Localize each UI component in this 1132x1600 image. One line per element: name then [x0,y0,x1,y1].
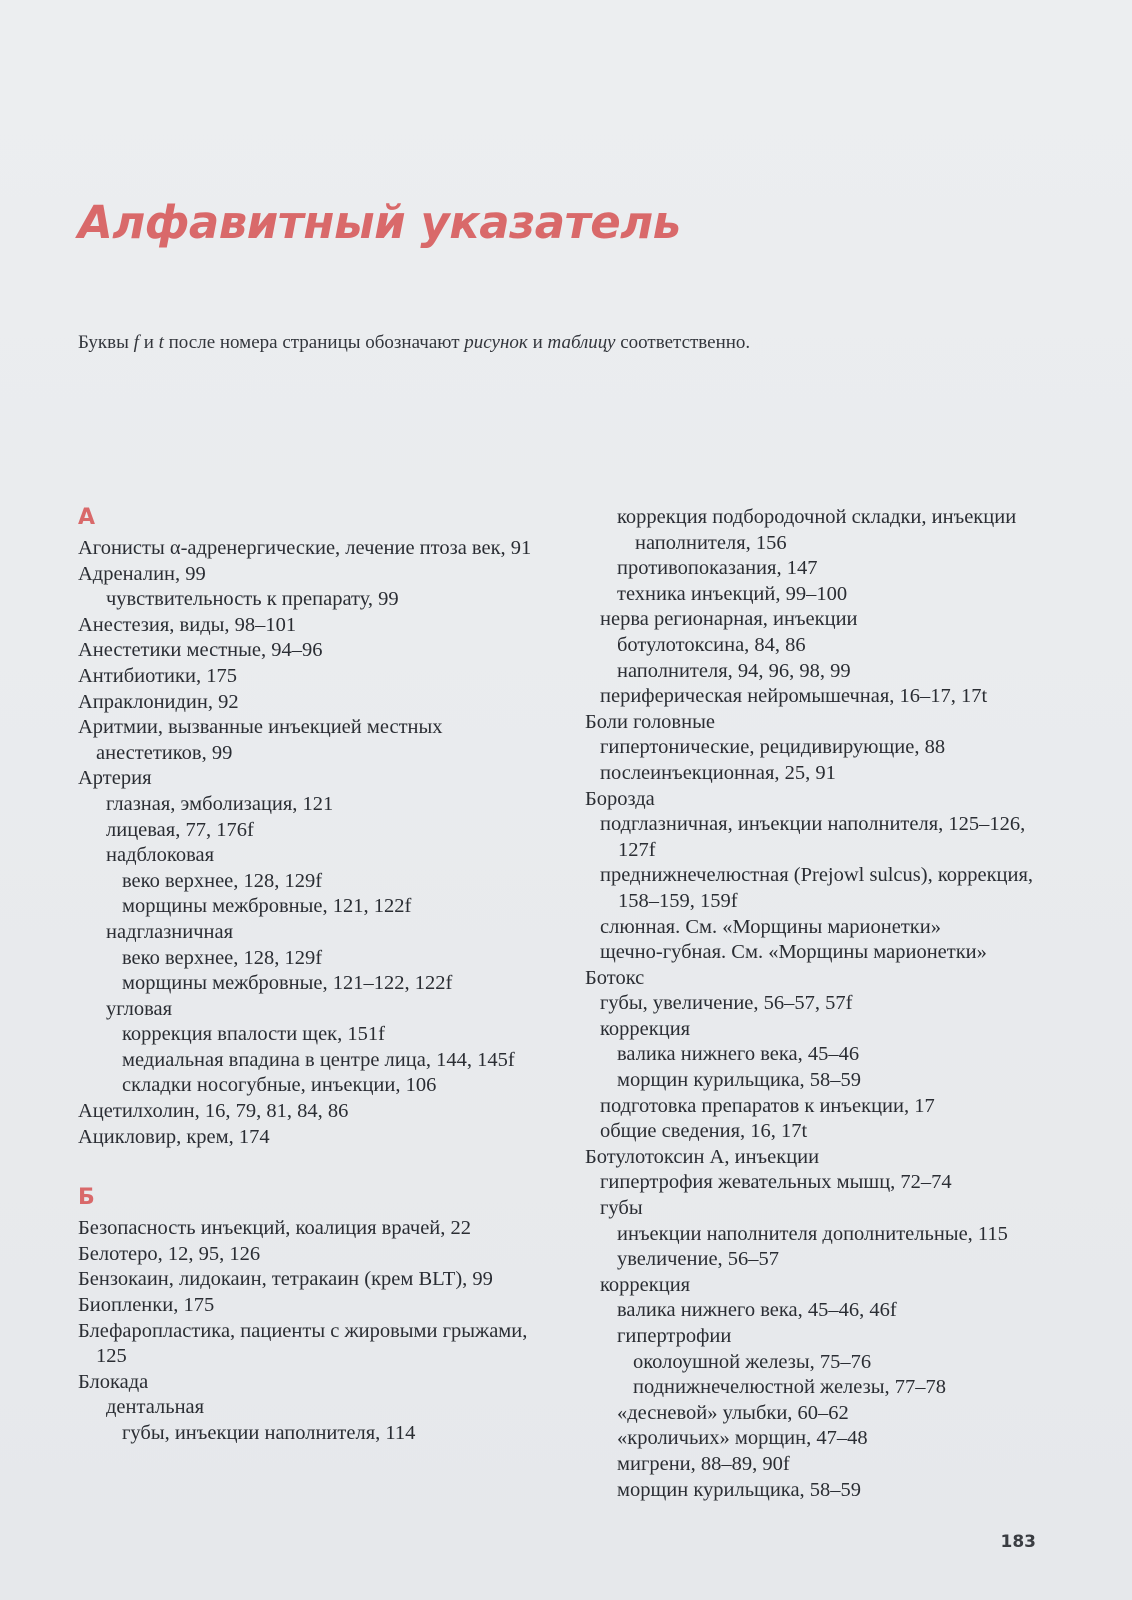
index-subentry: морщины межбровные, 121, 122f [122,895,412,918]
index-subentry: морщин курильщика, 58–59 [617,1478,862,1501]
index-subentry: периферическая нейромышечная, 16–17, 17t [600,685,988,708]
index-subentry: глазная, эмболизация, 121 [106,792,334,815]
index-subentry: увеличение, 56–57 [617,1248,780,1271]
section-letter: А [78,505,96,530]
note-text: Буквы [78,332,134,353]
index-entry: Ботулотоксин А, инъекции [585,1145,820,1168]
index-entry: Антибиотики, 175 [78,664,237,687]
index-subentry: послеинъекционная, 25, 91 [600,761,836,784]
index-entry: Блокада [78,1370,149,1393]
index-subentry: валика нижнего века, 45–46 [617,1043,860,1066]
index-subentry: преднижнечелюстная (Prejowl sulcus), коррекция, 158–159, 159f [600,864,1034,912]
index-subentry: «кроличьих» морщин, 47–48 [617,1427,868,1450]
index-entry: Аритмии, вызванные инъекцией местных анестетиков, 99 [78,716,443,764]
index-subentry: щечно-губная. См. «Морщины марионетки» [600,941,987,964]
index-subentry: складки носогубные, инъекции, 106 [122,1074,437,1097]
index-subentry: гипертрофия жевательных мышц, 72–74 [600,1171,952,1194]
index-subentry: противопоказания, 147 [617,557,818,580]
index-subentry: слюнная. См. «Морщины марионетки» [600,915,941,938]
note-text: и [138,332,159,353]
index-entry: Анестетики местные, 94–96 [78,639,323,662]
index-entry: Анестезия, виды, 98–101 [78,613,297,636]
index-column-left [78,500,558,1447]
section-letter: Б [78,1185,95,1211]
index-subentry: ботулотоксина, 84, 86 [617,633,806,656]
index-subentry: гипертрофии [617,1325,732,1347]
index-subentry: коррекция подбородочной складки, инъекции наполнителя, 156 [617,506,1017,554]
index-note [78,332,750,354]
index-subentry: коррекция [600,1017,691,1040]
note-text: соответственно. [615,332,751,353]
index-subentry: коррекция [600,1273,691,1296]
note-table-word: таблицу [547,332,616,353]
index-entry: Белотеро, 12, 95, 126 [78,1242,261,1265]
index-subentry: коррекция впалости щек, 151f [122,1023,385,1046]
index-subentry: угловая [106,997,173,1020]
index-entry: Агонисты α-адренергические, лечение птоза век, 91 [78,537,532,559]
index-subentry: нерва регионарная, инъекции [600,608,858,631]
index-subentry: мигрени, 88–89, 90f [617,1452,790,1475]
index-entry: Апраклонидин, 92 [78,690,239,713]
index-column-right [585,505,1035,1503]
index-subentry: наполнителя, 94, 96, 98, 99 [617,659,851,682]
index-subentry: надглазничная [106,920,234,943]
page-number: 183 [1000,1532,1036,1552]
index-subentry: гипертонические, рецидивирующие, 88 [600,736,946,759]
index-entry: Ацикловир, крем, 174 [78,1125,270,1148]
index-entry: Артерия [78,767,152,790]
index-subentry: надблоковая [106,844,215,867]
index-entry: Боли головные [585,710,715,733]
index-subentry: техника инъекций, 99–100 [617,582,848,605]
index-subentry: околоушной железы, 75–76 [633,1350,872,1373]
index-entry: Безопасность инъекций, коалиция врачей, 22 [78,1217,472,1240]
index-subentry: губы [600,1197,643,1220]
index-subentry: чувствительность к препарату, 99 [106,588,399,611]
index-entry: Ботокс [585,966,645,989]
index-entry: Борозда [585,787,655,810]
page-title: Алфавитный указатель [78,196,681,249]
index-entry: Биопленки, 175 [78,1294,215,1317]
index-subentry: веко верхнее, 128, 129f [122,946,323,969]
index-subentry: валика нижнего века, 45–46, 46f [617,1299,897,1322]
index-entry: Адреналин, 99 [78,562,206,585]
index-subentry: веко верхнее, 128, 129f [122,869,323,892]
note-text: и [527,332,548,353]
index-subentry: подглазничная, инъекции наполнителя, 125–126, 127f [600,813,1026,861]
note-letter-f: f [133,332,139,353]
index-subentry: морщины межбровные, 121–122, 122f [122,972,453,995]
index-subentry: поднижнечелюстной железы, 77–78 [633,1376,946,1399]
index-subentry: медиальная впадина в центре лица, 144, 145f [122,1048,515,1071]
index-subentry: общие сведения, 16, 17t [600,1120,808,1143]
index-entry: Ацетилхолин, 16, 79, 81, 84, 86 [78,1100,349,1123]
index-entry: Блефаропластика, пациенты с жировыми грыжами, 125 [78,1319,528,1368]
index-subentry: «десневой» улыбки, 60–62 [617,1401,849,1424]
index-subentry: губы, увеличение, 56–57, 57f [600,992,853,1015]
index-subentry: подготовка препаратов к инъекции, 17 [600,1094,935,1117]
index-subentry: лицевая, 77, 176f [106,818,254,841]
index-subentry: дентальная [106,1396,205,1419]
index-entry: Бензокаин, лидокаин, тетракаин (крем BLT), 99 [78,1268,493,1291]
index-subentry: губы, инъекции наполнителя, 114 [122,1422,416,1444]
index-subentry: инъекции наполнителя дополнительные, 115 [617,1222,1008,1245]
index-subentry: морщин курильщика, 58–59 [617,1069,862,1092]
note-text: после номера страницы обозначают [163,332,465,353]
note-figure-word: рисунок [464,332,528,353]
note-letter-t: t [158,332,164,353]
